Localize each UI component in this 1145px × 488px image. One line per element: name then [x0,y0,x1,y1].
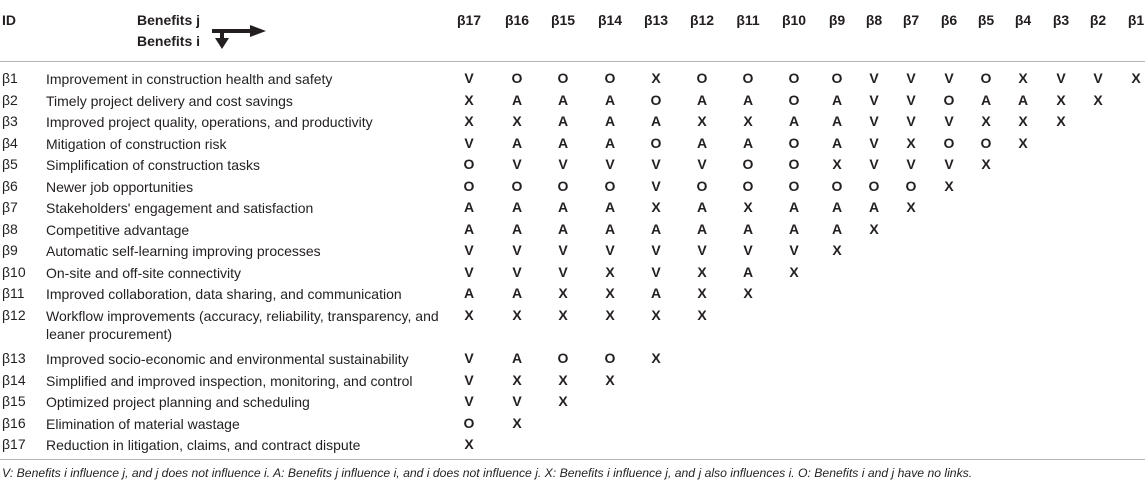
relation-cell: O [788,178,800,194]
relation-cell: O [742,156,754,172]
relation-cell: A [788,221,800,237]
relation-cell: X [906,199,916,215]
relation-cell: X [697,264,707,280]
relation-cell: O [831,178,843,194]
relation-cell: A [650,221,662,237]
relation-cell: V [1093,70,1103,86]
relation-cell: V [464,372,474,388]
relation-cell: V [464,393,474,409]
relation-cell: A [742,92,754,108]
relation-cell: V [651,242,661,258]
relation-cell: X [651,307,661,323]
column-header: β11 [736,12,760,28]
column-header: β2 [1089,12,1107,28]
relation-cell: O [463,415,475,431]
relation-cell: V [869,70,879,86]
id-column-header: ID [2,12,16,28]
relation-cell: A [557,113,569,129]
column-header: β13 [643,12,669,28]
column-header: β12 [689,12,715,28]
relation-cell: X [558,285,568,301]
relation-cell: O [604,178,616,194]
relation-cell: O [557,350,569,366]
row-id: β3 [2,113,18,129]
relation-cell: O [604,70,616,86]
relation-cell: V [906,156,916,172]
relation-cell: A [511,285,523,301]
row-label: Competitive advantage [46,222,190,238]
relation-cell: V [512,393,522,409]
relation-cell: O [742,178,754,194]
relation-cell: V [944,156,954,172]
relation-cell: X [743,285,753,301]
relation-cell: X [605,372,615,388]
relation-cell: V [869,92,879,108]
relation-cell: O [980,70,992,86]
relation-cell: X [981,113,991,129]
relation-cell: X [651,350,661,366]
relation-cell: X [697,307,707,323]
relation-cell: O [788,135,800,151]
relation-cell: A [463,221,475,237]
row-label: Improved socio-economic and environmental sustainability [46,351,409,367]
row-label: On-site and off-site connectivity [46,265,242,281]
relation-cell: V [906,92,916,108]
relation-cell: A [604,135,616,151]
relation-cell: O [980,135,992,151]
relation-cell: A [604,199,616,215]
row-id: β11 [2,285,25,301]
relation-cell: A [696,135,708,151]
relation-cell: A [557,135,569,151]
relation-cell: A [1017,92,1029,108]
row-id: β7 [2,199,18,215]
relation-cell: V [944,70,954,86]
row-label: Optimized project planning and scheduling [46,394,310,410]
row-label: Stakeholders' engagement and satisfaction [46,200,314,216]
relation-cell: O [463,156,475,172]
relation-cell: X [1018,70,1028,86]
relation-cell: X [1093,92,1103,108]
relation-cell: A [511,221,523,237]
row-id: β16 [2,415,26,431]
row-label: Elimination of material wastage [46,416,240,432]
relation-cell: A [696,92,708,108]
relation-cell: V [906,70,916,86]
relation-cell: X [512,113,522,129]
relation-cell: V [558,242,568,258]
relation-cell: O [696,70,708,86]
relation-cell: X [743,199,753,215]
relation-cell: V [651,156,661,172]
row-id: β14 [2,372,26,388]
row-id: β8 [2,221,18,237]
relation-cell: O [831,70,843,86]
relation-cell: O [696,178,708,194]
benefits-j-label: Benefits j [137,12,201,28]
row-label: Mitigation of construction risk [46,136,227,152]
column-header: β5 [977,12,995,28]
column-header: β3 [1052,12,1070,28]
relation-cell: A [604,92,616,108]
relation-cell: X [464,92,474,108]
row-id: β12 [2,307,26,323]
relation-cell: V [558,264,568,280]
relation-cell: X [512,307,522,323]
relation-cell: O [788,92,800,108]
column-header: β15 [550,12,576,28]
column-header: β17 [456,12,482,28]
relation-cell: A [788,113,800,129]
relation-cell: X [512,372,522,388]
relation-cell: V [651,178,661,194]
relation-cell: A [511,92,523,108]
relation-cell: V [697,156,707,172]
row-label: Improved project quality, operations, and productivity [46,114,373,130]
relation-cell: A [511,135,523,151]
row-id: β1 [2,70,18,86]
row-id: β5 [2,156,18,172]
relation-cell: V [944,113,954,129]
relation-cell: A [511,199,523,215]
row-id: β6 [2,178,18,194]
relation-cell: X [464,307,474,323]
relation-cell: O [943,135,955,151]
column-header: β10 [781,12,807,28]
relation-cell: O [650,92,662,108]
column-header: β16 [504,12,530,28]
row-label: Simplification of construction tasks [46,157,260,173]
relation-cell: X [1056,92,1066,108]
column-header: β7 [902,12,920,28]
relation-cell: X [464,436,474,452]
relation-cell: V [558,156,568,172]
relation-cell: A [604,113,616,129]
relation-cell: X [832,156,842,172]
relation-cell: A [831,221,843,237]
relation-cell: A [463,285,475,301]
table-footnote: V: Benefits i influence j, and j does not influence i. A: Benefits j influence i, and i does not influence j. X: Benefits i influence j, and j also influences i. O: Benefits i and j have no links. [2,466,973,480]
relation-cell: V [605,242,615,258]
relation-cell: X [697,113,707,129]
relation-cell: V [512,264,522,280]
table-bottom-rule [0,459,1145,460]
relation-cell: V [869,135,879,151]
relation-cell: A [650,113,662,129]
relation-cell: O [742,70,754,86]
column-header: β1 [1127,12,1145,28]
column-header: β9 [828,12,846,28]
row-id: β15 [2,393,26,409]
relation-cell: X [743,113,753,129]
relation-cell: V [651,264,661,280]
relation-cell: O [943,92,955,108]
relation-cell: A [831,135,843,151]
relation-cell: V [906,113,916,129]
row-id: β9 [2,242,18,258]
relation-cell: X [558,307,568,323]
relation-cell: V [869,113,879,129]
relation-cell: X [605,307,615,323]
relation-cell: X [906,135,916,151]
relation-cell: A [696,221,708,237]
relation-cell: A [980,92,992,108]
benefits-i-label: Benefits i [137,33,201,49]
relation-cell: X [512,415,522,431]
relation-cell: O [511,178,523,194]
relation-cell: V [743,242,753,258]
relation-cell: A [511,350,523,366]
relation-cell: X [1018,135,1028,151]
row-id: β2 [2,92,18,108]
relation-cell: V [464,135,474,151]
relation-cell: A [463,199,475,215]
relation-cell: A [742,264,754,280]
relation-cell: X [1056,113,1066,129]
relation-cell: X [981,156,991,172]
row-label: Improvement in construction health and safety [46,71,333,87]
relation-cell: X [605,264,615,280]
relation-cell: V [464,264,474,280]
relation-cell: X [1018,113,1028,129]
relation-cell: V [697,242,707,258]
relation-cell: A [557,199,569,215]
row-id: β10 [2,264,26,280]
relation-cell: V [605,156,615,172]
row-label: Reduction in litigation, claims, and contract dispute [46,437,361,453]
relation-cell: X [605,285,615,301]
relation-cell: X [558,393,568,409]
relation-cell: X [464,113,474,129]
header-divider [0,61,1145,62]
row-id: β17 [2,436,26,452]
arrow-down-icon [215,33,229,49]
relation-cell: A [831,199,843,215]
relation-cell: X [697,285,707,301]
relation-cell: O [788,156,800,172]
relation-cell: O [650,135,662,151]
row-label: Improved collaboration, data sharing, and communication [46,286,402,302]
relation-cell: A [742,135,754,151]
relation-cell: X [651,70,661,86]
relation-cell: A [831,113,843,129]
relation-cell: A [868,199,880,215]
column-header: β14 [597,12,623,28]
column-header: β4 [1014,12,1032,28]
row-id: β4 [2,135,18,151]
row-label: Simplified and improved inspection, monitoring, and control [46,373,413,389]
relation-cell: O [463,178,475,194]
relation-cell: A [557,221,569,237]
row-label: Automatic self-learning improving processes [46,243,321,259]
relation-cell: V [789,242,799,258]
relation-cell: A [696,199,708,215]
relation-cell: V [464,242,474,258]
relation-cell: A [831,92,843,108]
relation-cell: X [869,221,879,237]
row-id: β13 [2,350,26,366]
relation-cell: O [604,350,616,366]
relation-cell: X [944,178,954,194]
relation-cell: V [869,156,879,172]
relation-cell: V [464,350,474,366]
row-label: Timely project delivery and cost savings [46,93,293,109]
relation-cell: X [558,372,568,388]
column-header: β8 [865,12,883,28]
relation-cell: V [1056,70,1066,86]
relation-cell: V [464,70,474,86]
relation-cell: O [868,178,880,194]
relation-cell: A [650,285,662,301]
relation-cell: A [604,221,616,237]
table-header [0,0,1145,62]
relation-cell: O [905,178,917,194]
relation-cell: A [788,199,800,215]
relation-cell: V [512,242,522,258]
relation-cell: A [742,221,754,237]
relation-cell: O [511,70,523,86]
relation-cell: X [651,199,661,215]
relation-cell: O [788,70,800,86]
relation-cell: X [1131,70,1141,86]
relation-cell: V [512,156,522,172]
row-label: Workflow improvements (accuracy, reliability, transparency, and leaner procurement) [46,308,439,342]
relation-cell: X [789,264,799,280]
column-header: β6 [940,12,958,28]
relation-cell: O [557,70,569,86]
relation-cell: O [557,178,569,194]
relation-cell: A [557,92,569,108]
relation-cell: X [832,242,842,258]
row-label: Newer job opportunities [46,179,194,195]
